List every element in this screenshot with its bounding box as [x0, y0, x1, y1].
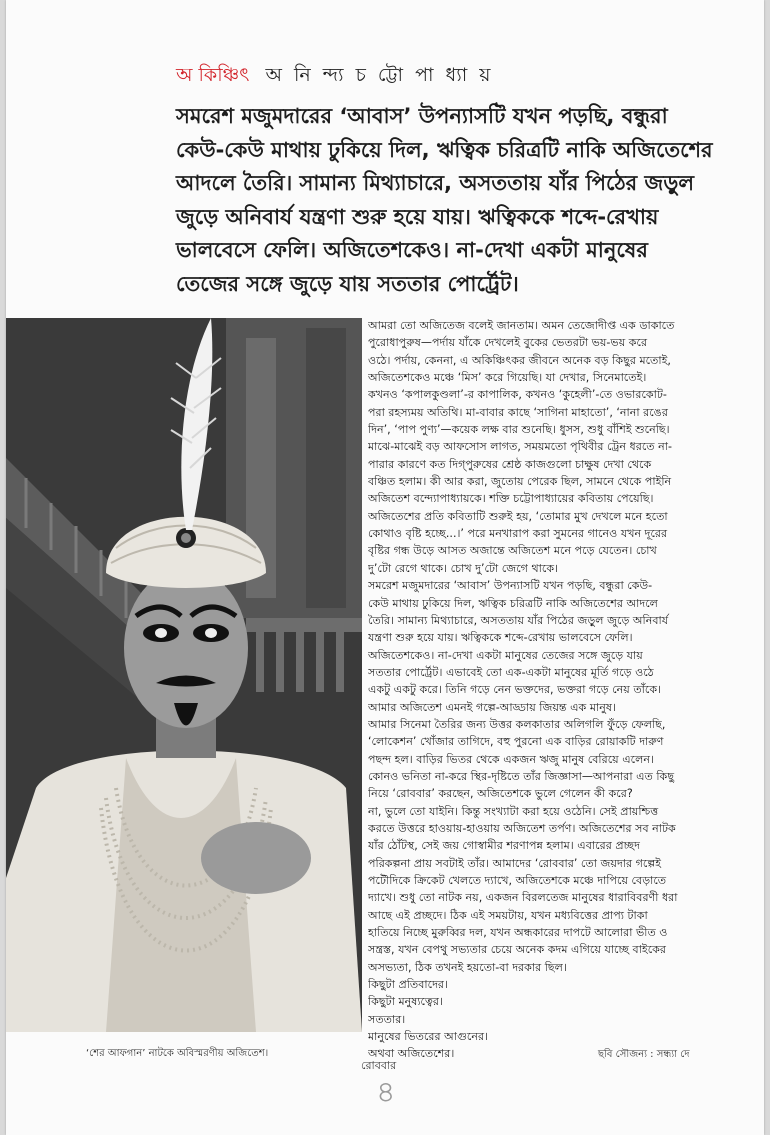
body-line: পরিকল্পনা প্রায় সবটাই তাঁর। আমাদের ‘রোববার’ তো জয়দার গল্পেই: [368, 856, 662, 870]
body-line: নিয়ে ‘রোববার’ করছেন, অজিতেশকে ভুলে গেলেন কী করে?: [368, 787, 633, 801]
body-line: অজিতেশ বন্দ্যোপাধ্যায়কে। শক্তি চট্টোপাধ্যায়ের কবিতায় পেয়েছি।: [368, 492, 654, 506]
body-line: হাতিয়ে নিচ্ছে মুরুব্বির দল, যখন অন্ধকারের দাপটে আলোরা ভীত ও: [368, 926, 668, 940]
body-line: পটৌদিকে ক্রিকেট খেলতে দ্যাখে, অজিতেশকে মঞ্চে দাপিয়ে বেড়াতে: [368, 874, 667, 887]
intro-paragraph: [176, 100, 736, 301]
body-line: তৈরি। সামান্য মিথ্যাচারে, অসততায় যাঁর পিঠের জড়ুল জুড়ে অনিবার্য: [368, 613, 669, 627]
body-line: পারার কারণে কত দিগ্‌পুরুষের শ্রেষ্ঠ কাজগুলো চাক্ষুষ দেখা থেকে: [368, 457, 652, 471]
magazine-page: [6, 0, 764, 1135]
body-line: মাঝে-মাঝেই বড় আফসোস লাগত, সময়মতো পৃথিবীর ট্রেন ধরতে না-: [368, 440, 672, 454]
body-line: কোথাও বৃষ্টি হচ্ছে...।’ পরে মনখারাপ করা সুমনের গানেও যখন দূরের: [368, 527, 668, 541]
body-line: একটু একটু করে। তিনি গড়ে নেন ভক্তদের, ভক্তরা গড়ে নেয় তাঁকে।: [368, 683, 662, 697]
body-line: কোনও ভনিতা না-করে স্থির-দৃষ্টিতে তাঁর জিজ্ঞাসা—আপনারা এত কিছু: [368, 769, 675, 783]
photo-credit: ছবি সৌজন্য : সন্ধ্যা দে: [598, 1049, 690, 1060]
body-line: যাঁর ঠোঁটস্থ, সেই জয় গোস্বামীর শরণাপন্ন হলাম। এবারের প্রচ্ছদ: [368, 839, 640, 853]
intro-line: ভালবেসে ফেলি। অজিতেশকেও। না-দেখা একটা মানুষের: [176, 238, 648, 262]
body-line: দিন’, ‘পাপ পুণ্য’—কয়েক লক্ষ বার শুনেছি। ধুসস, শুধু বাঁশিই শুনেছি।: [368, 423, 670, 437]
body-line: দ্যাখে। শুধু তো নাটক নয়, একজন বিরলতেজ মানুষের ধারাবিবরণী ধরা: [368, 891, 678, 905]
body-line: আমার অজিতেশ এমনই গল্পে-আড্ডায় জিয়ন্ত এক মানুষ।: [368, 700, 616, 714]
intro-line: কেউ-কেউ মাথায় ঢুকিয়ে দিল, ঋত্বিক চরিত্রটি নাকি অজিতেশের: [176, 137, 713, 162]
column-kicker: অ কিঞ্চিৎ: [176, 64, 250, 86]
body-line: দু’টো রেগে থাকে। চোখ দু’টো জেগে থাকে।: [368, 561, 559, 575]
body-line: না, ভুলে তো যাইনি। কিন্তু সংখ্যাটা করা হয়ে ওঠেনি। সেই প্রায়শ্চিত্ত: [368, 804, 659, 818]
body-line: কেউ মাথায় ঢুকিয়ে দিল, ঋত্বিক চরিত্রটি নাকি অজিতেশের আদলে: [368, 596, 658, 610]
byline: [176, 62, 493, 88]
body-line: পছন্দ হল। বাড়ির ভিতর থেকে একজন ঋজু মানুষ বেরিয়ে এলেন।: [368, 752, 654, 766]
portrait-photo: [6, 318, 362, 1032]
intro-line: আদলে তৈরি। সামান্য মিথ্যাচারে, অসততায় যাঁর পিঠের জড়ুল: [176, 171, 694, 195]
body-line: [368, 1063, 738, 1080]
body-line: কিছুটা প্রতিবাদের।: [368, 978, 448, 992]
body-line: কখনও ‘কপালকুণ্ডলা’-র কাপালিক, কখনও ‘কুহেলী’-তে ওভারকোট-: [368, 388, 667, 402]
body-line: সততার।: [368, 1012, 406, 1026]
body-line: অজিতেশকেও। না-দেখা একটা মানুষের তেজের সঙ্গে জুড়ে যায়: [368, 648, 643, 662]
body-line: করতে উত্তরে হাওয়ায়-হাওয়ায় অজিতেশ তর্পণ। অজিতেশের সব নাটক: [368, 821, 676, 835]
article-body: [368, 317, 738, 1080]
body-line: আমরা তো অজিতেজ বলেই জানতাম। অমন তেজোদীপ্ত এক ডাকাতে: [368, 319, 675, 332]
magazine-name: রোববার: [361, 1059, 397, 1072]
body-line: অজিতেশকেও মঞ্চে ‘মিস’ করে গিয়েছি। যা দেখার, সিনেমাতেই।: [368, 371, 647, 385]
body-line: অথবা অজিতেশের।: [368, 1047, 455, 1061]
body-line: আছে এই প্রচ্ছদে। ঠিক এই সময়টায়, যখন মধ্যবিত্তের প্রাপ্য টাকা: [368, 908, 648, 922]
page-number: ৪: [376, 1075, 396, 1110]
intro-line: তেজের সঙ্গে জুড়ে যায় সততার পোর্ট্রেট।: [176, 271, 519, 296]
body-line: বঞ্চিত হলাম। কী আর করা, জুতোয় পেরেক ছিল, সামনে থেকে পাইনি: [368, 475, 672, 489]
body-line: মানুষের ভিতরের আগুনের।: [368, 1030, 489, 1044]
portrait-illustration: [6, 318, 362, 1032]
body-line: ওঠে। পর্দায়, কেননা, এ অকিঞ্চিৎকর জীবনে অনেক বড় কিছুর মতোই,: [368, 353, 671, 367]
body-line: পুরোধাপুরুষ—পর্দায় যাঁকে দেখলেই বুকের ভেতরটা ভয়-ভয় করে: [368, 336, 648, 350]
body-line: সততার পোর্ট্রেট। এভাবেই তো এক-একটা মানুষের মূর্তি গড়ে ওঠে: [368, 665, 654, 679]
intro-line: জুড়ে অনিবার্য যন্ত্রণা শুরু হয়ে যায়। ঋত্বিককে শব্দে-রেখায়: [176, 204, 659, 229]
author-name: অ নি ন্দ্য চ ট্টো পা ধ্যা য়: [265, 64, 494, 86]
body-line: আমার সিনেমা তৈরির জন্য উত্তর কলকাতার অলিগলি ফুঁড়ে ফেলছি,: [368, 717, 666, 731]
intro-line: সমরেশ মজুমদারের ‘আবাস’ উপন্যাসটি যখন পড়ছি, বন্ধুরা: [176, 104, 668, 128]
body-line: পরা রহস্যময় অতিথি। মা-বাবার কাছে ‘সাগিনা মাহাতো’, ‘নানা রঙের: [368, 405, 668, 419]
photo-caption: ‘শের আফগান’ নাটকে অবিস্মরণীয় অজিতেশ।: [86, 1048, 269, 1059]
body-line: সন্ত্রস্ত, যখন বেপথু সভ্যতার চেয়ে অনেক কদম এগিয়ে যাচ্ছে বাইকের: [368, 943, 667, 957]
body-line: সমরেশ মজুমদারের ‘আবাস’ উপন্যাসটি যখন পড়ছি, বন্ধুরা কেউ-: [368, 579, 653, 593]
body-line: অসভ্যতা, ঠিক তখনই হয়তো-বা দরকার ছিল।: [368, 960, 567, 974]
body-line: ‘লোকেশন’ খোঁজার তাগিদে, বহু পুরনো এক বাড়ির রোয়াকটি দারুণ: [368, 735, 664, 749]
body-line: কিছুটা মনুষ্যত্বের।: [368, 995, 443, 1009]
body-line: যন্ত্রণা শুরু হয়ে যায়। ঋত্বিককে শব্দে-রেখায় ভালবেসে ফেলি।: [368, 631, 633, 645]
body-line: অজিতেশের প্রতি কবিতাটি শুরুই হয়, ‘তোমার মুখ দেখলে মনে হতো: [368, 509, 668, 523]
body-line: বৃষ্টির গন্ধ উড়ে আসত অজান্তে অজিতেশ মনে পড়ে যেতেন। চোখ: [368, 544, 657, 558]
